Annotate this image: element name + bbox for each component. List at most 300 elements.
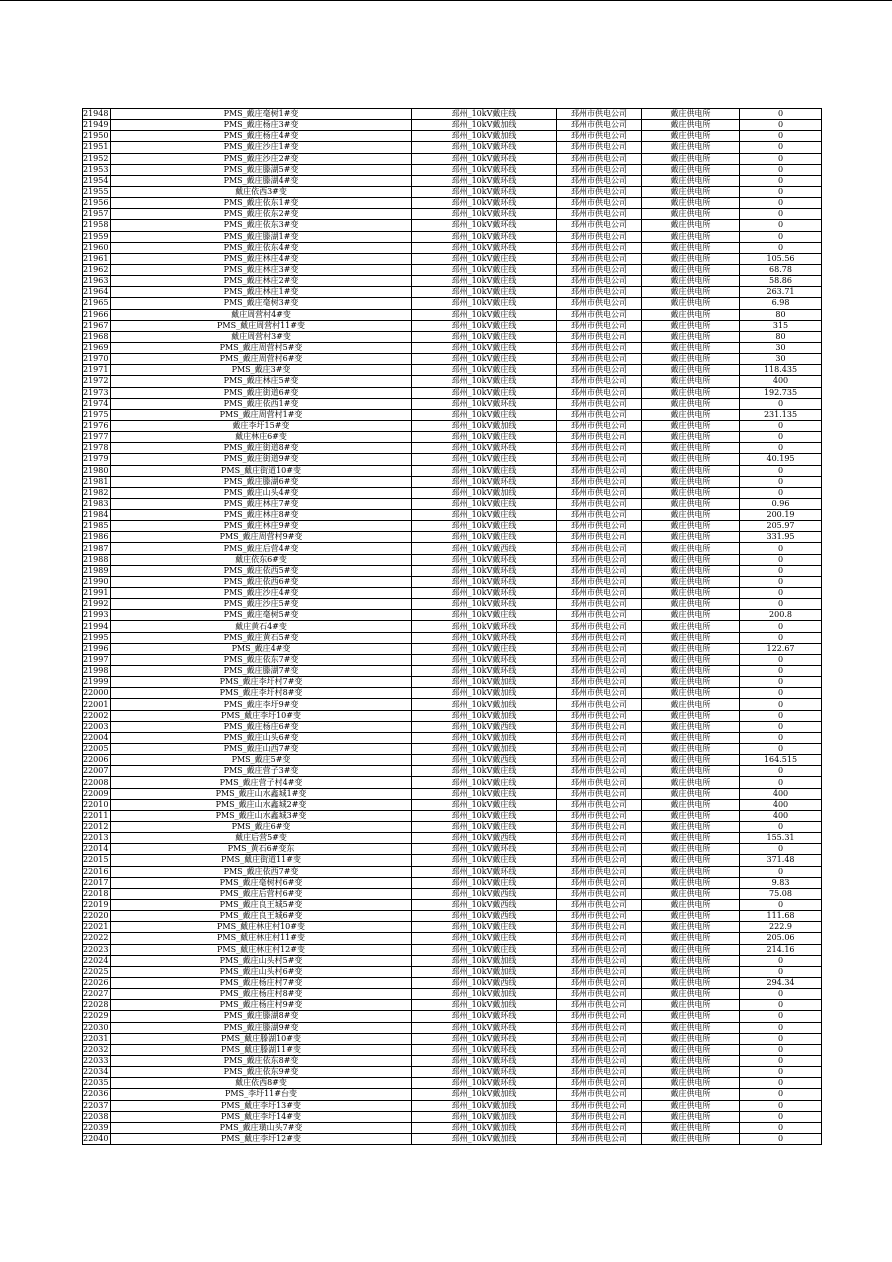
table-row xyxy=(83,1111,822,1122)
transformer-name-cell: PMS_戴庄杨庄3#变 xyxy=(111,120,412,131)
table-row xyxy=(83,253,822,264)
feeder-line-cell: 邳州_10kV戴加线 xyxy=(412,710,557,721)
feeder-line-cell: 邳州_10kV戴环线 xyxy=(412,175,557,186)
value-cell: 0 xyxy=(740,732,822,743)
row-id-cell: 21989 xyxy=(83,565,111,576)
value-cell: 0 xyxy=(740,543,822,554)
row-id-cell: 21948 xyxy=(83,109,111,120)
company-cell: 邳州市供电公司 xyxy=(557,220,642,231)
table-row xyxy=(83,989,822,1000)
feeder-line-cell: 邳州_10kV戴庄线 xyxy=(412,342,557,353)
station-cell: 戴庄供电所 xyxy=(642,755,740,766)
table-row xyxy=(83,142,822,153)
table-row xyxy=(83,576,822,587)
table-row xyxy=(83,799,822,810)
transformer-name-cell: PMS_戴庄依东8#变 xyxy=(111,1055,412,1066)
station-cell: 戴庄供电所 xyxy=(642,320,740,331)
row-id-cell: 21963 xyxy=(83,276,111,287)
transformer-name-cell: PMS_戴庄杨庄村7#变 xyxy=(111,977,412,988)
feeder-line-cell: 邳州_10kV戴加线 xyxy=(412,688,557,699)
company-cell: 邳州市供电公司 xyxy=(557,253,642,264)
row-id-cell: 21954 xyxy=(83,175,111,186)
transformer-name-cell: PMS_戴庄周营村6#变 xyxy=(111,354,412,365)
value-cell: 68.78 xyxy=(740,264,822,275)
transformer-name-cell: PMS_戴庄沙庄1#变 xyxy=(111,142,412,153)
feeder-line-cell: 邳州_10kV戴庄线 xyxy=(412,432,557,443)
row-id-cell: 21956 xyxy=(83,198,111,209)
station-cell: 戴庄供电所 xyxy=(642,376,740,387)
station-cell: 戴庄供电所 xyxy=(642,1067,740,1078)
feeder-line-cell: 邳州_10kV戴加线 xyxy=(412,131,557,142)
row-id-cell: 22032 xyxy=(83,1044,111,1055)
row-id-cell: 22030 xyxy=(83,1022,111,1033)
company-cell: 邳州市供电公司 xyxy=(557,666,642,677)
table-row xyxy=(83,1133,822,1144)
station-cell: 戴庄供电所 xyxy=(642,309,740,320)
station-cell: 戴庄供电所 xyxy=(642,175,740,186)
table-row xyxy=(83,420,822,431)
row-id-cell: 22013 xyxy=(83,833,111,844)
station-cell: 戴庄供电所 xyxy=(642,654,740,665)
row-id-cell: 22015 xyxy=(83,855,111,866)
company-cell: 邳州市供电公司 xyxy=(557,420,642,431)
feeder-line-cell: 邳州_10kV戴西线 xyxy=(412,888,557,899)
company-cell: 邳州市供电公司 xyxy=(557,1000,642,1011)
company-cell: 邳州市供电公司 xyxy=(557,510,642,521)
station-cell: 戴庄供电所 xyxy=(642,510,740,521)
station-cell: 戴庄供电所 xyxy=(642,621,740,632)
transformer-name-cell: PMS_戴庄山头6#变 xyxy=(111,732,412,743)
table-row xyxy=(83,287,822,298)
company-cell: 邳州市供电公司 xyxy=(557,387,642,398)
transformer-name-cell: PMS_戴庄杨庄村8#变 xyxy=(111,989,412,1000)
transformer-name-cell: PMS_戴庄周营村5#变 xyxy=(111,342,412,353)
table-row xyxy=(83,688,822,699)
table-row xyxy=(83,977,822,988)
row-id-cell: 22012 xyxy=(83,822,111,833)
company-cell: 邳州市供电公司 xyxy=(557,198,642,209)
station-cell: 戴庄供电所 xyxy=(642,922,740,933)
transformer-table xyxy=(82,108,822,1145)
feeder-line-cell: 邳州_10kV戴加线 xyxy=(412,989,557,1000)
row-id-cell: 22000 xyxy=(83,688,111,699)
company-cell: 邳州市供电公司 xyxy=(557,1078,642,1089)
transformer-name-cell: PMS_戴庄林庄8#变 xyxy=(111,510,412,521)
value-cell: 0 xyxy=(740,153,822,164)
company-cell: 邳州市供电公司 xyxy=(557,888,642,899)
transformer-name-cell: PMS_戴庄依西7#变 xyxy=(111,866,412,877)
feeder-line-cell: 邳州_10kV戴环线 xyxy=(412,554,557,565)
row-id-cell: 21983 xyxy=(83,498,111,509)
feeder-line-cell: 邳州_10kV戴庄线 xyxy=(412,309,557,320)
table-row xyxy=(83,710,822,721)
value-cell: 222.9 xyxy=(740,922,822,933)
company-cell: 邳州市供电公司 xyxy=(557,877,642,888)
table-row xyxy=(83,599,822,610)
table-row xyxy=(83,1078,822,1089)
company-cell: 邳州市供电公司 xyxy=(557,331,642,342)
company-cell: 邳州市供电公司 xyxy=(557,153,642,164)
table-row xyxy=(83,866,822,877)
value-cell: 0 xyxy=(740,1100,822,1111)
value-cell: 0 xyxy=(740,844,822,855)
table-row xyxy=(83,632,822,643)
value-cell: 0 xyxy=(740,209,822,220)
table-row xyxy=(83,510,822,521)
transformer-name-cell: PMS_戴庄林庄1#变 xyxy=(111,287,412,298)
company-cell: 邳州市供电公司 xyxy=(557,543,642,554)
row-id-cell: 21952 xyxy=(83,153,111,164)
company-cell: 邳州市供电公司 xyxy=(557,966,642,977)
table-row xyxy=(83,153,822,164)
station-cell: 戴庄供电所 xyxy=(642,354,740,365)
row-id-cell: 22038 xyxy=(83,1111,111,1122)
row-id-cell: 22033 xyxy=(83,1055,111,1066)
table-row xyxy=(83,220,822,231)
company-cell: 邳州市供电公司 xyxy=(557,810,642,821)
company-cell: 邳州市供电公司 xyxy=(557,677,642,688)
row-id-cell: 21950 xyxy=(83,131,111,142)
station-cell: 戴庄供电所 xyxy=(642,198,740,209)
value-cell: 400 xyxy=(740,810,822,821)
feeder-line-cell: 邳州_10kV戴环线 xyxy=(412,666,557,677)
transformer-name-cell: PMS_戴庄依西1#变 xyxy=(111,398,412,409)
table-row xyxy=(83,966,822,977)
row-id-cell: 21991 xyxy=(83,588,111,599)
value-cell: 0 xyxy=(740,164,822,175)
row-id-cell: 21967 xyxy=(83,320,111,331)
table-row xyxy=(83,1044,822,1055)
transformer-name-cell: PMS_戴庄滕湖8#变 xyxy=(111,1011,412,1022)
value-cell: 315 xyxy=(740,320,822,331)
table-row xyxy=(83,175,822,186)
station-cell: 戴庄供电所 xyxy=(642,822,740,833)
transformer-name-cell: PMS_戴庄滕湖7#变 xyxy=(111,666,412,677)
transformer-name-cell: 戴庄周营村3#变 xyxy=(111,331,412,342)
company-cell: 邳州市供电公司 xyxy=(557,454,642,465)
feeder-line-cell: 邳州_10kV戴庄线 xyxy=(412,532,557,543)
station-cell: 戴庄供电所 xyxy=(642,264,740,275)
company-cell: 邳州市供电公司 xyxy=(557,309,642,320)
station-cell: 戴庄供电所 xyxy=(642,833,740,844)
table-row xyxy=(83,833,822,844)
table-row xyxy=(83,1022,822,1033)
value-cell: 0 xyxy=(740,465,822,476)
station-cell: 戴庄供电所 xyxy=(642,643,740,654)
row-id-cell: 22008 xyxy=(83,777,111,788)
table-row xyxy=(83,1011,822,1022)
table-row xyxy=(83,1000,822,1011)
value-cell: 122.67 xyxy=(740,643,822,654)
station-cell: 戴庄供电所 xyxy=(642,1011,740,1022)
value-cell: 294.34 xyxy=(740,977,822,988)
table-row xyxy=(83,766,822,777)
row-id-cell: 22004 xyxy=(83,732,111,743)
table-row xyxy=(83,231,822,242)
transformer-name-cell: PMS_戴庄林庄7#变 xyxy=(111,498,412,509)
company-cell: 邳州市供电公司 xyxy=(557,621,642,632)
value-cell: 0 xyxy=(740,487,822,498)
feeder-line-cell: 邳州_10kV戴加线 xyxy=(412,120,557,131)
table-row xyxy=(83,677,822,688)
station-cell: 戴庄供电所 xyxy=(642,877,740,888)
company-cell: 邳州市供电公司 xyxy=(557,844,642,855)
transformer-name-cell: PMS_戴庄沙庄2#变 xyxy=(111,153,412,164)
transformer-name-cell: 戴庄李圩15#变 xyxy=(111,420,412,431)
row-id-cell: 21997 xyxy=(83,654,111,665)
row-id-cell: 21975 xyxy=(83,409,111,420)
row-id-cell: 21958 xyxy=(83,220,111,231)
table-row xyxy=(83,922,822,933)
company-cell: 邳州市供电公司 xyxy=(557,688,642,699)
value-cell: 205.06 xyxy=(740,933,822,944)
company-cell: 邳州市供电公司 xyxy=(557,276,642,287)
transformer-name-cell: PMS_戴庄李圩13#变 xyxy=(111,1100,412,1111)
station-cell: 戴庄供电所 xyxy=(642,1000,740,1011)
transformer-name-cell: PMS_戴庄山水鑫城3#变 xyxy=(111,810,412,821)
company-cell: 邳州市供电公司 xyxy=(557,732,642,743)
value-cell: 0 xyxy=(740,1022,822,1033)
transformer-name-cell: PMS_戴庄周营村9#变 xyxy=(111,532,412,543)
station-cell: 戴庄供电所 xyxy=(642,1022,740,1033)
station-cell: 戴庄供电所 xyxy=(642,287,740,298)
feeder-line-cell: 邳州_10kV戴加线 xyxy=(412,1089,557,1100)
row-id-cell: 22007 xyxy=(83,766,111,777)
company-cell: 邳州市供电公司 xyxy=(557,287,642,298)
transformer-name-cell: PMS_戴庄毫树5#变 xyxy=(111,610,412,621)
company-cell: 邳州市供电公司 xyxy=(557,599,642,610)
value-cell: 0 xyxy=(740,131,822,142)
table-row xyxy=(83,454,822,465)
row-id-cell: 21973 xyxy=(83,387,111,398)
station-cell: 戴庄供电所 xyxy=(642,432,740,443)
transformer-name-cell: PMS_戴庄黄石5#变 xyxy=(111,632,412,643)
station-cell: 戴庄供电所 xyxy=(642,1078,740,1089)
value-cell: 400 xyxy=(740,799,822,810)
value-cell: 80 xyxy=(740,331,822,342)
table-row xyxy=(83,1033,822,1044)
station-cell: 戴庄供电所 xyxy=(642,220,740,231)
station-cell: 戴庄供电所 xyxy=(642,543,740,554)
value-cell: 0 xyxy=(740,632,822,643)
value-cell: 80 xyxy=(740,309,822,320)
row-id-cell: 22006 xyxy=(83,755,111,766)
row-id-cell: 22009 xyxy=(83,788,111,799)
table-row xyxy=(83,744,822,755)
transformer-name-cell: PMS_戴庄李圩村7#变 xyxy=(111,677,412,688)
company-cell: 邳州市供电公司 xyxy=(557,521,642,532)
row-id-cell: 21966 xyxy=(83,309,111,320)
feeder-line-cell: 邳州_10kV戴加线 xyxy=(412,677,557,688)
station-cell: 戴庄供电所 xyxy=(642,276,740,287)
station-cell: 戴庄供电所 xyxy=(642,532,740,543)
table-row xyxy=(83,1122,822,1133)
feeder-line-cell: 邳州_10kV戴环线 xyxy=(412,220,557,231)
station-cell: 戴庄供电所 xyxy=(642,186,740,197)
table-row xyxy=(83,432,822,443)
feeder-line-cell: 邳州_10kV戴加线 xyxy=(412,699,557,710)
value-cell: 331.95 xyxy=(740,532,822,543)
company-cell: 邳州市供电公司 xyxy=(557,376,642,387)
value-cell: 0 xyxy=(740,654,822,665)
value-cell: 192.735 xyxy=(740,387,822,398)
feeder-line-cell: 邳州_10kV戴庄线 xyxy=(412,643,557,654)
value-cell: 231.135 xyxy=(740,409,822,420)
table-row xyxy=(83,309,822,320)
transformer-name-cell: PMS_戴庄周营村11#变 xyxy=(111,320,412,331)
company-cell: 邳州市供电公司 xyxy=(557,866,642,877)
feeder-line-cell: 邳州_10kV戴环线 xyxy=(412,576,557,587)
transformer-name-cell: PMS_戴庄街道11#变 xyxy=(111,855,412,866)
value-cell: 30 xyxy=(740,354,822,365)
feeder-line-cell: 邳州_10kV戴环线 xyxy=(412,142,557,153)
company-cell: 邳州市供电公司 xyxy=(557,788,642,799)
row-id-cell: 21968 xyxy=(83,331,111,342)
feeder-line-cell: 邳州_10kV戴庄线 xyxy=(412,298,557,309)
company-cell: 邳州市供电公司 xyxy=(557,1067,642,1078)
feeder-line-cell: 邳州_10kV戴庄线 xyxy=(412,376,557,387)
company-cell: 邳州市供电公司 xyxy=(557,588,642,599)
feeder-line-cell: 邳州_10kV戴庄线 xyxy=(412,498,557,509)
transformer-name-cell: PMS_戴庄林庄9#变 xyxy=(111,521,412,532)
company-cell: 邳州市供电公司 xyxy=(557,465,642,476)
feeder-line-cell: 邳州_10kV戴庄线 xyxy=(412,387,557,398)
table-row xyxy=(83,443,822,454)
feeder-line-cell: 邳州_10kV戴加线 xyxy=(412,966,557,977)
transformer-name-cell: 戴庄依东6#变 xyxy=(111,554,412,565)
transformer-name-cell: PMS_戴庄李圩村8#变 xyxy=(111,688,412,699)
row-id-cell: 22026 xyxy=(83,977,111,988)
table-row xyxy=(83,1055,822,1066)
value-cell: 0 xyxy=(740,242,822,253)
station-cell: 戴庄供电所 xyxy=(642,253,740,264)
station-cell: 戴庄供电所 xyxy=(642,788,740,799)
feeder-line-cell: 邳州_10kV戴环线 xyxy=(412,1055,557,1066)
transformer-name-cell: 戴庄依西3#变 xyxy=(111,186,412,197)
feeder-line-cell: 邳州_10kV戴环线 xyxy=(412,621,557,632)
feeder-line-cell: 邳州_10kV戴环线 xyxy=(412,242,557,253)
table-row xyxy=(83,543,822,554)
feeder-line-cell: 邳州_10kV戴环线 xyxy=(412,565,557,576)
feeder-line-cell: 邳州_10kV戴庄线 xyxy=(412,777,557,788)
table-row xyxy=(83,109,822,120)
table-row xyxy=(83,365,822,376)
company-cell: 邳州市供电公司 xyxy=(557,532,642,543)
feeder-line-cell: 邳州_10kV戴庄线 xyxy=(412,799,557,810)
transformer-name-cell: PMS_戴庄依东4#变 xyxy=(111,242,412,253)
station-cell: 戴庄供电所 xyxy=(642,142,740,153)
value-cell: 40.195 xyxy=(740,454,822,465)
company-cell: 邳州市供电公司 xyxy=(557,565,642,576)
feeder-line-cell: 邳州_10kV戴加线 xyxy=(412,1122,557,1133)
row-id-cell: 21979 xyxy=(83,454,111,465)
value-cell: 0 xyxy=(740,186,822,197)
table-row xyxy=(83,1100,822,1111)
top-rule xyxy=(0,0,892,1)
station-cell: 戴庄供电所 xyxy=(642,298,740,309)
transformer-name-cell: PMS_戴庄山西7#变 xyxy=(111,744,412,755)
value-cell: 0 xyxy=(740,120,822,131)
feeder-line-cell: 邳州_10kV戴庄线 xyxy=(412,766,557,777)
value-cell: 0 xyxy=(740,599,822,610)
feeder-line-cell: 邳州_10kV戴环线 xyxy=(412,588,557,599)
transformer-name-cell: PMS_戴庄李圩12#变 xyxy=(111,1133,412,1144)
station-cell: 戴庄供电所 xyxy=(642,387,740,398)
transformer-name-cell: PMS_戴庄滕湖5#变 xyxy=(111,164,412,175)
table-row xyxy=(83,320,822,331)
value-cell: 0 xyxy=(740,822,822,833)
company-cell: 邳州市供电公司 xyxy=(557,443,642,454)
value-cell: 0 xyxy=(740,175,822,186)
feeder-line-cell: 邳州_10kV戴庄线 xyxy=(412,465,557,476)
station-cell: 戴庄供电所 xyxy=(642,1122,740,1133)
company-cell: 邳州市供电公司 xyxy=(557,320,642,331)
station-cell: 戴庄供电所 xyxy=(642,721,740,732)
feeder-line-cell: 邳州_10kV戴环线 xyxy=(412,476,557,487)
value-cell: 0 xyxy=(740,588,822,599)
transformer-name-cell: PMS_戴庄山头村5#变 xyxy=(111,955,412,966)
table-row xyxy=(83,554,822,565)
value-cell: 0 xyxy=(740,109,822,120)
row-id-cell: 21993 xyxy=(83,610,111,621)
transformer-name-cell: PMS_戴庄山头村6#变 xyxy=(111,966,412,977)
table-row xyxy=(83,666,822,677)
table-row xyxy=(83,944,822,955)
transformer-name-cell: PMS_戴庄璜山头7#变 xyxy=(111,1122,412,1133)
transformer-name-cell: PMS_李圩11#台变 xyxy=(111,1089,412,1100)
station-cell: 戴庄供电所 xyxy=(642,242,740,253)
transformer-name-cell: PMS_戴庄街道9#变 xyxy=(111,454,412,465)
company-cell: 邳州市供电公司 xyxy=(557,654,642,665)
transformer-name-cell: PMS_戴庄林庄2#变 xyxy=(111,276,412,287)
table-row xyxy=(83,164,822,175)
station-cell: 戴庄供电所 xyxy=(642,487,740,498)
company-cell: 邳州市供电公司 xyxy=(557,643,642,654)
company-cell: 邳州市供电公司 xyxy=(557,933,642,944)
company-cell: 邳州市供电公司 xyxy=(557,1122,642,1133)
value-cell: 0 xyxy=(740,677,822,688)
company-cell: 邳州市供电公司 xyxy=(557,1033,642,1044)
transformer-name-cell: PMS_戴庄依东3#变 xyxy=(111,220,412,231)
value-cell: 0 xyxy=(740,1055,822,1066)
feeder-line-cell: 邳州_10kV戴庄线 xyxy=(412,810,557,821)
transformer-name-cell: PMS_戴庄杨庄4#变 xyxy=(111,131,412,142)
transformer-name-cell: PMS_戴庄山水鑫城2#变 xyxy=(111,799,412,810)
station-cell: 戴庄供电所 xyxy=(642,443,740,454)
row-id-cell: 22003 xyxy=(83,721,111,732)
table-row xyxy=(83,643,822,654)
feeder-line-cell: 邳州_10kV戴庄线 xyxy=(412,109,557,120)
transformer-name-cell: PMS_戴庄营子3#变 xyxy=(111,766,412,777)
row-id-cell: 21985 xyxy=(83,521,111,532)
value-cell: 0 xyxy=(740,1044,822,1055)
transformer-name-cell: PMS_戴庄后营村6#变 xyxy=(111,888,412,899)
station-cell: 戴庄供电所 xyxy=(642,365,740,376)
row-id-cell: 22037 xyxy=(83,1100,111,1111)
row-id-cell: 22039 xyxy=(83,1122,111,1133)
value-cell: 0 xyxy=(740,1089,822,1100)
row-id-cell: 22024 xyxy=(83,955,111,966)
feeder-line-cell: 邳州_10kV戴环线 xyxy=(412,654,557,665)
row-id-cell: 22011 xyxy=(83,810,111,821)
row-id-cell: 21972 xyxy=(83,376,111,387)
value-cell: 111.68 xyxy=(740,911,822,922)
value-cell: 0 xyxy=(740,989,822,1000)
station-cell: 戴庄供电所 xyxy=(642,231,740,242)
feeder-line-cell: 邳州_10kV戴环线 xyxy=(412,1067,557,1078)
transformer-name-cell: 戴庄林庄6#变 xyxy=(111,432,412,443)
transformer-name-cell: PMS_戴庄毫树村6#变 xyxy=(111,877,412,888)
